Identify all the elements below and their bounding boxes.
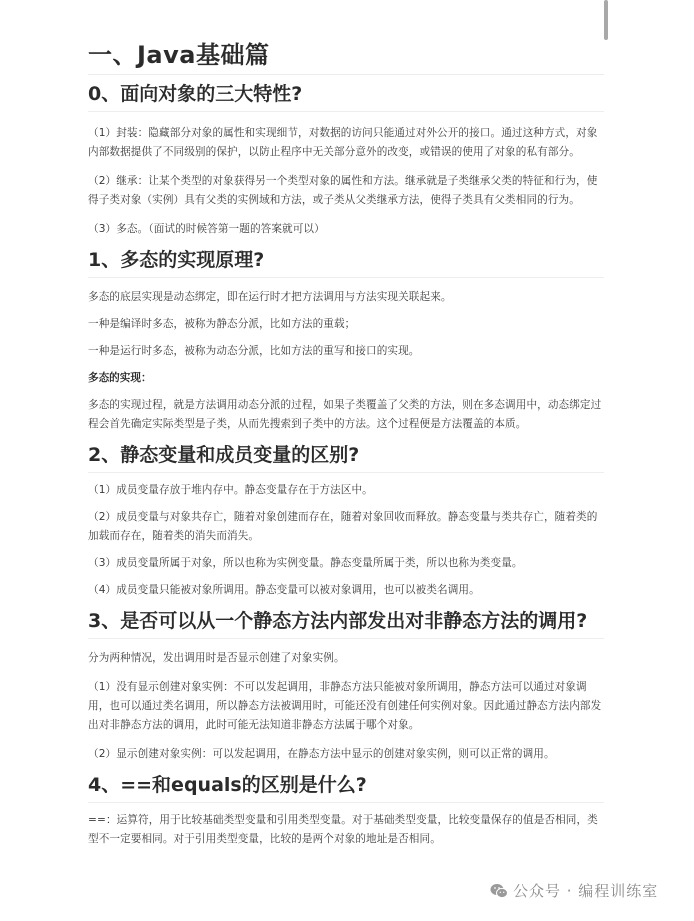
paragraph: （2）显示创建对象实例：可以发起调用，在静态方法中显示的创建对象实例，则可以正常的调用。 <box>88 748 555 760</box>
section-heading-1: 1、多态的实现原理? <box>88 247 604 278</box>
paragraph: （1）成员变量存放于堆内存中。静态变量存在于方法区中。 <box>88 484 373 496</box>
watermark-text: 公众号 · 编程训练室 <box>513 882 659 900</box>
scrollbar-thumb[interactable] <box>604 0 608 40</box>
paragraph: 多态的实现过程，就是方法调用动态分派的过程，如果子类覆盖了父类的方法，则在多态调用中，动态绑定过程会首先确定实际类型是子类，从而先搜索到子类中的方法。这个过程便是方法覆盖的本质。 <box>88 399 602 430</box>
watermark <box>490 880 658 901</box>
page-title: 一、Java基础篇 <box>88 40 604 75</box>
paragraph: （3）多态。（面试的时候答第一题的答案就可以） <box>88 223 325 235</box>
paragraph: ==：运算符，用于比较基础类型变量和引用类型变量。对于基础类型变量，比较变量保存的值是否相同，类型不一定要相同。对于引用类型变量，比较的是两个对象的地址是否相同。 <box>88 814 598 845</box>
paragraph: （1）没有显示创建对象实例：不可以发起调用，非静态方法只能被对象所调用，静态方法可以通过对象调用，也可以通过类名调用，所以静态方法被调用时，可能还没有创建任何实例对象。因此通过静态方法内部发出对非静态方法的调用，此时可能无法知道非静态方法属于哪个对象。 <box>88 681 602 731</box>
paragraph: （4）成员变量只能被对象所调用。静态变量可以被对象调用，也可以被类名调用。 <box>88 584 480 596</box>
paragraph: （3）成员变量所属于对象，所以也称为实例变量。静态变量所属于类，所以也称为类变量。 <box>88 557 523 569</box>
paragraph: （2）成员变量与对象共存亡，随着对象创建而存在，随着对象回收而释放。静态变量与类共存亡，随着类的加载而存在，随着类的消失而消失。 <box>88 511 598 542</box>
section-heading-3: 3、是否可以从一个静态方法内部发出对非静态方法的调用? <box>88 608 604 639</box>
document-body <box>88 40 604 849</box>
paragraph: 多态的底层实现是动态绑定，即在运行时才把方法调用与方法实现关联起来。 <box>88 291 452 303</box>
paragraph: （2）继承：让某个类型的对象获得另一个类型对象的属性和方法。继承就是子类继承父类的特征和行为，使得子类对象（实例）具有父类的实例域和方法，或子类从父类继承方法，使得子类具有父类相同的行为。 <box>88 175 598 206</box>
paragraph: 一种是运行时多态，被称为动态分派，比如方法的重写和接口的实现。 <box>88 345 420 357</box>
paragraph: （1）封装：隐藏部分对象的属性和实现细节，对数据的访问只能通过对外公开的接口。通过这种方式，对象内部数据提供了不同级别的保护，以防止程序中无关部分意外的改变，或错误的使用了对象的私有部分。 <box>88 127 598 158</box>
wechat-icon <box>490 883 508 899</box>
section-heading-4: 4、==和equals的区别是什么? <box>88 772 604 803</box>
paragraph: 分为两种情况，发出调用时是否显示创建了对象实例。 <box>88 652 345 664</box>
section-heading-0: 0、面向对象的三大特性? <box>88 81 604 112</box>
subheading: 多态的实现： <box>88 372 152 384</box>
paragraph: 一种是编译时多态，被称为静态分派，比如方法的重载； <box>88 318 356 330</box>
section-heading-2: 2、静态变量和成员变量的区别? <box>88 442 604 473</box>
